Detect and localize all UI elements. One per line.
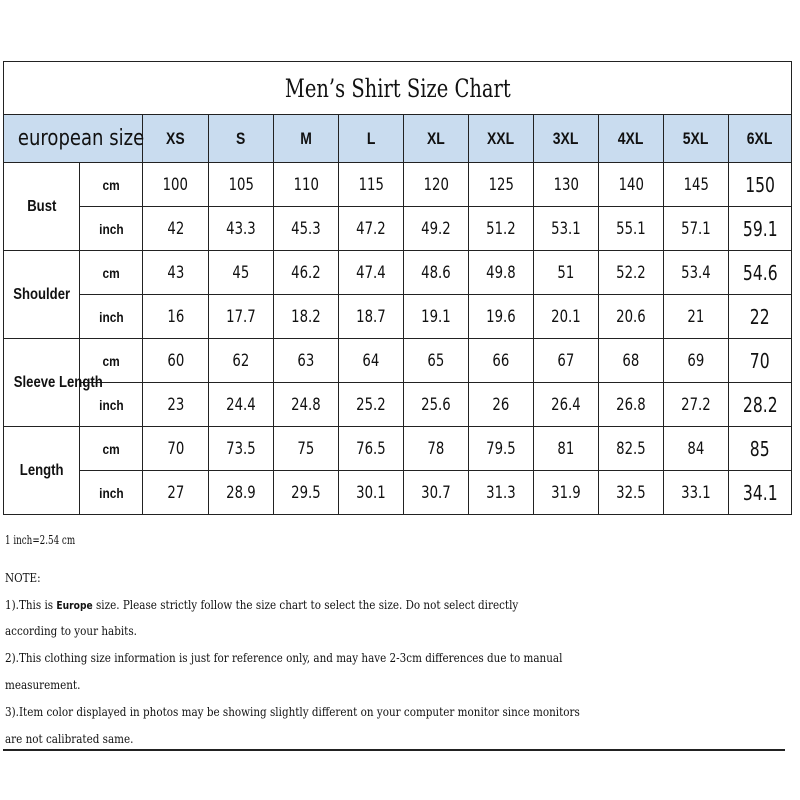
length-cm-s: 73.5 xyxy=(209,427,274,471)
unit-inch: inch xyxy=(80,383,143,427)
size-chart-table xyxy=(3,61,792,515)
shoulder-inch-m: 18.2 xyxy=(274,295,339,339)
size-header-xs: XS xyxy=(143,115,209,163)
sleeve-length-label: Sleeve Length xyxy=(4,339,80,427)
size-header-4xl: 4XL xyxy=(599,115,664,163)
length-inch-xs: 27 xyxy=(143,471,209,515)
sleeve-length-inch-s: 24.4 xyxy=(209,383,274,427)
length-cm-row xyxy=(4,427,792,471)
shoulder-cm-xl: 48.6 xyxy=(404,251,469,295)
bust-inch-xl: 49.2 xyxy=(404,207,469,251)
sleeve-length-inch-row xyxy=(4,383,792,427)
shoulder-cm-4xl: 52.2 xyxy=(599,251,664,295)
bust-inch-l: 47.2 xyxy=(339,207,404,251)
note-3: 3).Item color displayed in photos may be showing slightly different on your computer monitor since monitors xyxy=(5,703,580,719)
shoulder-inch-row xyxy=(4,295,792,339)
shoulder-inch-xxl: 19.6 xyxy=(469,295,534,339)
bust-cm-4xl: 140 xyxy=(599,163,664,207)
sleeve-length-inch-4xl: 26.8 xyxy=(599,383,664,427)
bust-inch-xxl: 51.2 xyxy=(469,207,534,251)
shoulder-cm-3xl: 51 xyxy=(534,251,599,295)
bust-cm-row xyxy=(4,163,792,207)
sleeve-length-inch-6xl: 28.2 xyxy=(729,383,792,427)
european-size-label: european size xyxy=(4,115,143,163)
size-header-l: L xyxy=(339,115,404,163)
shoulder-inch-xl: 19.1 xyxy=(404,295,469,339)
unit-cm: cm xyxy=(80,339,143,383)
size-header-3xl: 3XL xyxy=(534,115,599,163)
sleeve-length-inch-xs: 23 xyxy=(143,383,209,427)
shoulder-cm-xxl: 49.8 xyxy=(469,251,534,295)
shoulder-cm-l: 47.4 xyxy=(339,251,404,295)
sleeve-length-cm-5xl: 69 xyxy=(664,339,729,383)
length-cm-6xl: 85 xyxy=(729,427,792,471)
notes-section xyxy=(5,527,765,752)
bust-inch-xs: 42 xyxy=(143,207,209,251)
bust-inch-3xl: 53.1 xyxy=(534,207,599,251)
length-inch-5xl: 33.1 xyxy=(664,471,729,515)
sleeve-length-inch-5xl: 27.2 xyxy=(664,383,729,427)
size-header-5xl: 5XL xyxy=(664,115,729,163)
bust-inch-m: 45.3 xyxy=(274,207,339,251)
unit-cm: cm xyxy=(80,251,143,295)
shoulder-inch-4xl: 20.6 xyxy=(599,295,664,339)
bust-cm-l: 115 xyxy=(339,163,404,207)
bust-inch-s: 43.3 xyxy=(209,207,274,251)
size-header-6xl: 6XL xyxy=(729,115,792,163)
bust-inch-6xl: 59.1 xyxy=(729,207,792,251)
length-cm-4xl: 82.5 xyxy=(599,427,664,471)
length-inch-6xl: 34.1 xyxy=(729,471,792,515)
chart-title: Men’s Shirt Size Chart xyxy=(4,62,792,115)
length-cm-m: 75 xyxy=(274,427,339,471)
sleeve-length-cm-3xl: 67 xyxy=(534,339,599,383)
bust-cm-xxl: 125 xyxy=(469,163,534,207)
note-2: 2).This clothing size information is just for reference only, and may have 2-3cm differences due to manual xyxy=(5,650,563,666)
length-inch-row xyxy=(4,471,792,515)
sleeve-length-cm-xl: 65 xyxy=(404,339,469,383)
bust-cm-xs: 100 xyxy=(143,163,209,207)
sleeve-length-cm-xs: 60 xyxy=(143,339,209,383)
bottom-border xyxy=(3,749,785,751)
shoulder-cm-5xl: 53.4 xyxy=(664,251,729,295)
bust-cm-3xl: 130 xyxy=(534,163,599,207)
sleeve-length-cm-l: 64 xyxy=(339,339,404,383)
size-header-xl: XL xyxy=(404,115,469,163)
length-cm-3xl: 81 xyxy=(534,427,599,471)
shoulder-inch-5xl: 21 xyxy=(664,295,729,339)
shoulder-inch-xs: 16 xyxy=(143,295,209,339)
conversion-note: 1 inch=2.54 cm xyxy=(5,532,76,547)
bust-cm-xl: 120 xyxy=(404,163,469,207)
unit-inch: inch xyxy=(80,295,143,339)
length-inch-4xl: 32.5 xyxy=(599,471,664,515)
length-inch-xl: 30.7 xyxy=(404,471,469,515)
unit-inch: inch xyxy=(80,207,143,251)
bust-cm-5xl: 145 xyxy=(664,163,729,207)
size-header-m: M xyxy=(274,115,339,163)
bust-cm-s: 105 xyxy=(209,163,274,207)
length-cm-xxl: 79.5 xyxy=(469,427,534,471)
sleeve-length-cm-m: 63 xyxy=(274,339,339,383)
sleeve-length-inch-3xl: 26.4 xyxy=(534,383,599,427)
sleeve-length-cm-row xyxy=(4,339,792,383)
shoulder-inch-3xl: 20.1 xyxy=(534,295,599,339)
bust-inch-4xl: 55.1 xyxy=(599,207,664,251)
shoulder-cm-row xyxy=(4,251,792,295)
note-1: 1).This is Europe size. Please strictly follow the size chart to select the size. Do not select directly xyxy=(5,596,519,612)
sleeve-length-cm-6xl: 70 xyxy=(729,339,792,383)
shoulder-inch-6xl: 22 xyxy=(729,295,792,339)
size-header-row xyxy=(4,115,792,163)
shoulder-cm-s: 45 xyxy=(209,251,274,295)
size-header-xxl: XXL xyxy=(469,115,534,163)
shoulder-cm-m: 46.2 xyxy=(274,251,339,295)
sleeve-length-inch-m: 24.8 xyxy=(274,383,339,427)
length-inch-3xl: 31.9 xyxy=(534,471,599,515)
length-inch-s: 28.9 xyxy=(209,471,274,515)
length-inch-xxl: 31.3 xyxy=(469,471,534,515)
length-cm-l: 76.5 xyxy=(339,427,404,471)
length-label: Length xyxy=(4,427,80,515)
note-heading: NOTE: xyxy=(5,569,41,585)
bust-cm-m: 110 xyxy=(274,163,339,207)
length-cm-xl: 78 xyxy=(404,427,469,471)
sleeve-length-cm-s: 62 xyxy=(209,339,274,383)
bust-cm-6xl: 150 xyxy=(729,163,792,207)
unit-inch: inch xyxy=(80,471,143,515)
bust-label: Bust xyxy=(4,163,80,251)
shoulder-label: Shoulder xyxy=(4,251,80,339)
size-header-s: S xyxy=(209,115,274,163)
sleeve-length-inch-xxl: 26 xyxy=(469,383,534,427)
bust-inch-5xl: 57.1 xyxy=(664,207,729,251)
shoulder-inch-s: 17.7 xyxy=(209,295,274,339)
note-2-continued: measurement. xyxy=(5,676,81,692)
sleeve-length-cm-4xl: 68 xyxy=(599,339,664,383)
length-inch-m: 29.5 xyxy=(274,471,339,515)
shoulder-cm-xs: 43 xyxy=(143,251,209,295)
shoulder-cm-6xl: 54.6 xyxy=(729,251,792,295)
sleeve-length-inch-l: 25.2 xyxy=(339,383,404,427)
sleeve-length-cm-xxl: 66 xyxy=(469,339,534,383)
bust-inch-row xyxy=(4,207,792,251)
length-cm-xs: 70 xyxy=(143,427,209,471)
note-1-continued: according to your habits. xyxy=(5,623,137,639)
unit-cm: cm xyxy=(80,163,143,207)
shoulder-inch-l: 18.7 xyxy=(339,295,404,339)
note-3-continued: are not calibrated same. xyxy=(5,730,134,746)
unit-cm: cm xyxy=(80,427,143,471)
length-inch-l: 30.1 xyxy=(339,471,404,515)
sleeve-length-inch-xl: 25.6 xyxy=(404,383,469,427)
length-cm-5xl: 84 xyxy=(664,427,729,471)
